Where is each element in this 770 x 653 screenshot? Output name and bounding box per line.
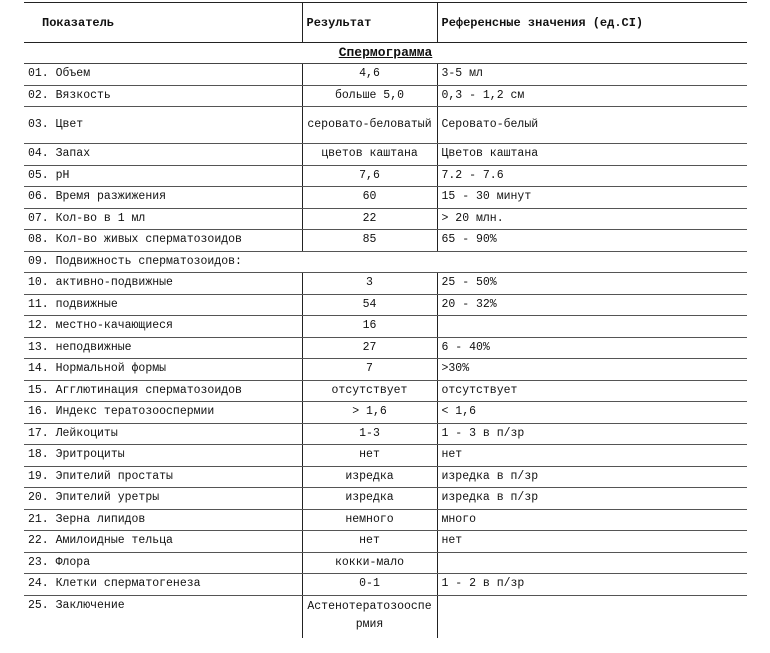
table-row <box>24 574 747 596</box>
table-row <box>24 85 747 107</box>
row-reference-value: 0,3 - 1,2 см <box>437 85 747 107</box>
row-indicator-name: 20. Эпителий уретры <box>24 488 302 510</box>
table-row <box>24 208 747 230</box>
row-indicator-name: 09. Подвижность сперматозоидов: <box>24 251 747 273</box>
table-row <box>24 359 747 381</box>
row-reference-value: нет <box>437 445 747 467</box>
table-row <box>24 595 747 638</box>
row-result-value: отсутствует <box>302 380 437 402</box>
row-reference-value: 6 - 40% <box>437 337 747 359</box>
row-result-value: > 1,6 <box>302 402 437 424</box>
row-indicator-name: 17. Лейкоциты <box>24 423 302 445</box>
row-indicator-name: 21. Зерна липидов <box>24 509 302 531</box>
row-reference-value: Цветов каштана <box>437 144 747 166</box>
table-row <box>24 509 747 531</box>
row-result-value: цветов каштана <box>302 144 437 166</box>
row-reference-value: много <box>437 509 747 531</box>
row-indicator-name: 10. активно-подвижные <box>24 273 302 295</box>
row-indicator-name: 18. Эритроциты <box>24 445 302 467</box>
table-row <box>24 337 747 359</box>
row-result-value: 3 <box>302 273 437 295</box>
row-result-value: Астенотератозооспермия <box>302 595 437 638</box>
table-row <box>24 445 747 467</box>
row-indicator-name: 25. Заключение <box>28 598 125 612</box>
row-reference-value: 65 - 90% <box>437 230 747 252</box>
row-indicator-name: 02. Вязкость <box>24 85 302 107</box>
row-indicator-name: 05. pH <box>24 165 302 187</box>
table-row <box>24 552 747 574</box>
row-result-value: 4,6 <box>302 64 437 86</box>
table-row <box>24 466 747 488</box>
row-reference-value: 1 - 2 в п/зр <box>437 574 747 596</box>
row-result-value: 7,6 <box>302 165 437 187</box>
row-result-value: 0-1 <box>302 574 437 596</box>
table-row <box>24 488 747 510</box>
row-reference-value: 7.2 - 7.6 <box>437 165 747 187</box>
table-row <box>24 531 747 553</box>
row-reference-value: >30% <box>437 359 747 381</box>
row-reference-value: 3-5 мл <box>437 64 747 86</box>
row-reference-value: отсутствует <box>437 380 747 402</box>
row-indicator-name: 13. неподвижные <box>24 337 302 359</box>
row-indicator-name: 04. Запах <box>24 144 302 166</box>
table-row <box>24 251 747 273</box>
spermogram-table <box>24 2 747 638</box>
row-result-value: 60 <box>302 187 437 209</box>
row-reference-value: 15 - 30 минут <box>437 187 747 209</box>
table-row <box>24 107 747 144</box>
row-result-value: немного <box>302 509 437 531</box>
table-row <box>24 144 747 166</box>
row-indicator-name: 15. Агглютинация сперматозоидов <box>24 380 302 402</box>
table-row <box>24 64 747 86</box>
header-reference: Референсные значения (ед.CI) <box>437 3 747 43</box>
row-indicator-name: 12. местно-качающиеся <box>24 316 302 338</box>
row-indicator-name: 23. Флора <box>24 552 302 574</box>
row-result-value: 54 <box>302 294 437 316</box>
row-result-value: нет <box>302 445 437 467</box>
row-result-value: 27 <box>302 337 437 359</box>
table-row <box>24 316 747 338</box>
table-header <box>24 3 747 43</box>
row-reference-value: нет <box>437 531 747 553</box>
row-result-value: 1-3 <box>302 423 437 445</box>
row-result-value: 85 <box>302 230 437 252</box>
row-reference-value: 20 - 32% <box>437 294 747 316</box>
row-reference-value: Серовато-белый <box>437 107 747 144</box>
table-row <box>24 423 747 445</box>
row-result-value: кокки-мало <box>302 552 437 574</box>
row-reference-value <box>437 552 747 574</box>
row-indicator-name: 16. Индекс тератозооспермии <box>24 402 302 424</box>
header-result: Результат <box>302 3 437 43</box>
header-indicator: Показатель <box>24 3 302 43</box>
row-result-value: 16 <box>302 316 437 338</box>
row-reference-value: 1 - 3 в п/зр <box>437 423 747 445</box>
row-reference-value: 25 - 50% <box>437 273 747 295</box>
row-result-value: изредка <box>302 466 437 488</box>
table-row <box>24 294 747 316</box>
row-indicator-name: 08. Кол-во живых сперматозоидов <box>24 230 302 252</box>
row-indicator-name: 07. Кол-во в 1 мл <box>24 208 302 230</box>
table-row <box>24 273 747 295</box>
table-row <box>24 402 747 424</box>
row-reference-value: < 1,6 <box>437 402 747 424</box>
row-indicator-name: 01. Объем <box>24 64 302 86</box>
row-reference-value: изредка в п/зр <box>437 488 747 510</box>
row-indicator-name: 03. Цвет <box>24 107 302 144</box>
row-indicator-name: 06. Время разжижения <box>24 187 302 209</box>
row-result-value: больше 5,0 <box>302 85 437 107</box>
row-result-value: изредка <box>302 488 437 510</box>
row-indicator-name: 11. подвижные <box>24 294 302 316</box>
row-indicator-name: 24. Клетки сперматогенеза <box>24 574 302 596</box>
row-indicator-name: 19. Эпителий простаты <box>24 466 302 488</box>
row-reference-value: > 20 млн. <box>437 208 747 230</box>
row-result-value: 7 <box>302 359 437 381</box>
row-result-value: 22 <box>302 208 437 230</box>
section-row <box>24 43 747 64</box>
row-reference-value <box>437 316 747 338</box>
row-indicator-name: 14. Нормальной формы <box>24 359 302 381</box>
section-title: Спермограмма <box>338 45 433 60</box>
row-reference-value: изредка в п/зр <box>437 466 747 488</box>
row-result-value: серовато-беловатый <box>302 107 437 144</box>
row-reference-value <box>437 595 747 638</box>
table-row <box>24 187 747 209</box>
row-indicator-name: 22. Амилоидные тельца <box>24 531 302 553</box>
table-row <box>24 230 747 252</box>
table-row <box>24 380 747 402</box>
table-row <box>24 165 747 187</box>
row-result-value: нет <box>302 531 437 553</box>
